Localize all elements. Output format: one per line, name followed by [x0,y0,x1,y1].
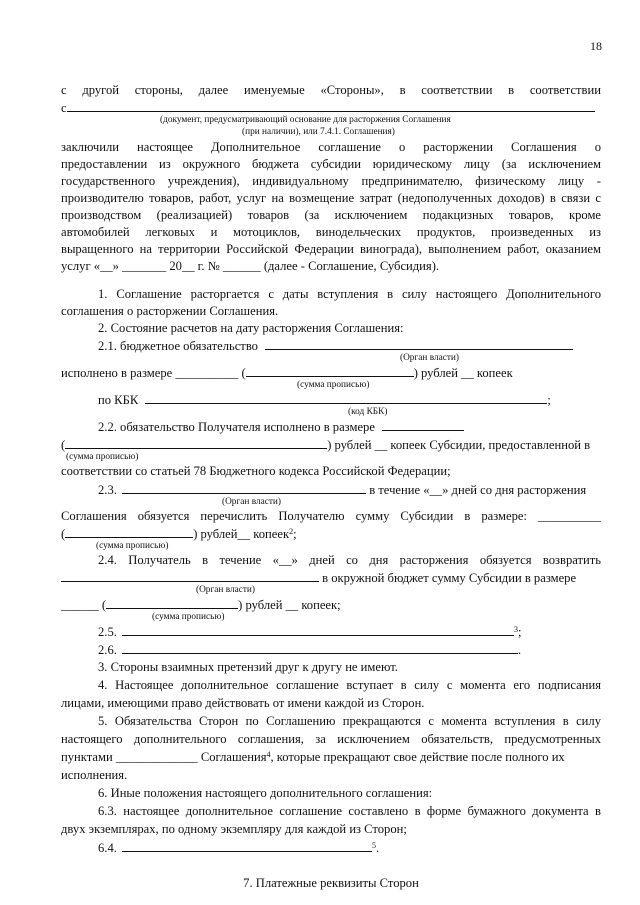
clause-5-tail: , которые прекращают свое действие после полного их [270,750,565,764]
sum-in-words-field-1[interactable] [246,364,414,377]
clause-5-line-1: 5. Обязательства Сторон по Соглашению прекращаются с момента вступления в силу [98,714,601,728]
caption-kbk: (код КБК) [348,407,388,417]
clause-2-5-label: 2.5. [98,625,117,639]
clause-5-items: пунктами _____________ Соглашения [61,750,267,764]
clause-2-6-label: 2.6. [98,643,117,657]
subsidy-suffix: ) рублей __ копеек Субсидии, предоставленной в [327,438,591,452]
clause-5-line-3 [61,749,601,766]
amount-prefix-2: ______ ( [61,598,107,612]
intro-line-9: выращенного на территории Российской Федерации винограда), выполнением работ, оказанием [61,242,601,256]
kbk-label: по КБК [98,393,139,407]
caption-organ-2: (Орган власти) [222,497,281,507]
clause-4-line-1: 4. Настоящее дополнительное соглашение вступает в силу с момента его подписания [98,678,601,692]
clause-2-1 [98,337,598,355]
recipient-amount-field[interactable] [382,418,464,431]
clause-1-line-2: соглашения о расторжении Соглашения. [61,304,279,318]
amount-suffix: ) рублей __ копеек [413,366,513,380]
footnote-4: 4 [266,750,271,759]
clause-2-3-line-2: Соглашения обязуется перечислить Получателю сумму Субсидии в размере: __________ [61,509,601,523]
intro-line-4: предоставлении из окружного бюджета субсидии юридическому лицу (за исключением [61,157,601,171]
clause-6-4-field[interactable] [122,839,372,852]
intro-line-6: производителю товаров, работ, услуг на возмещение затрат (недополученных доходов) в связи с [61,191,601,205]
clause-2-2-label: 2.2. обязательство Получателя исполнено в размере [98,420,375,434]
clause-2-4-tail: в окружной бюджет сумму Субсидии в размере [322,571,577,585]
clause-2-6-field[interactable] [122,641,518,654]
clause-2-4: 2.4. Получатель в течение «__» дней со дня расторжения обязуется возвратить [98,553,601,567]
caption-sum-3: (сумма прописью) [96,541,169,551]
caption-sum-1: (сумма прописью) [297,380,370,390]
clause-2-5-field[interactable] [122,623,514,636]
sum-in-words-field-3[interactable] [65,525,193,538]
caption-document-basis: (документ, предусматривающий основание для расторжения Соглашения [160,115,451,125]
footnote-3: 3 [514,625,519,634]
document-basis-field[interactable] [67,99,595,112]
paren-open: ( [61,438,66,452]
sum-in-words-field-2[interactable] [65,436,327,449]
sum-in-words-field-4[interactable] [106,596,238,609]
intro-line-7: производством (реализацией) товаров (за исключением подакцизных товаров, кроме [61,208,601,222]
caption-organ-3: (Орган власти) [196,585,255,595]
intro-line-3: заключили настоящее Дополнительное соглашение о расторжении Соглашения о [61,140,601,154]
intro-line-10: услуг «__» _______ 20__ г. № ______ (далее - Соглашение, Субсидия). [61,259,440,273]
intro-prefix: с [61,101,67,115]
clause-2-1-label: 2.1. бюджетное обязательство [98,339,258,353]
clause-3: 3. Стороны взаимных претензий друг к другу не имеют. [98,660,398,674]
clause-2-3-tail: в течение «__» дней со дня расторжения [369,483,587,497]
footnote-5: 5 [372,841,377,850]
clause-4-line-2: лицами, имеющими право действовать от имени каждой из Сторон. [61,696,425,710]
clause-2-2-line-3: соответствии со статьей 78 Бюджетного кодекса Российской Федерации; [61,464,451,478]
section-7-heading: 7. Платежные реквизиты Сторон [243,876,419,890]
intro-line-5: государственного учреждения), индивидуальному предпринимателю, физическому лицу - [61,174,601,188]
clause-2-heading: 2. Состояние расчетов на дату расторжения Соглашения: [98,321,404,335]
caption-sum-4: (сумма прописью) [152,612,225,622]
clause-2-6: 2.6. . [98,643,522,657]
clause-6-4: 6.4. $^5$. [98,841,380,855]
clause-6-4-label: 6.4. [98,841,117,855]
clause-5-line-4: исполнения. [61,768,128,782]
clause-2-4-line-2 [61,569,601,587]
clause-2-3 [98,481,601,499]
clause-2-1-kbk: по КБК ; [98,393,551,407]
caption-sum-2: (сумма прописью) [66,452,139,462]
caption-document-basis-2: (при наличии), или 7.4.1. Соглашения) [242,127,395,137]
organ-vlasti-field-2[interactable] [122,481,366,494]
clause-2-5: 2.5. $^3$; [98,625,522,639]
intro-line-8: автомобилей легковых и мотоциклов, винодельческих продуктов, произведенных из [61,225,601,239]
paren-open-2: ( [61,527,66,541]
clause-6-3-line-2: двух экземплярах, по одному экземпляру для каждой из Сторон; [61,822,407,836]
organ-vlasti-field-3[interactable] [61,569,319,582]
return-suffix: ) рублей __ копеек; [238,598,341,612]
intro-line-1: с другой стороны, далее именуемые «Стороны», в соответствии в соответствии [61,83,601,97]
clause-6: 6. Иные положения настоящего дополнительного соглашения: [98,786,433,800]
clause-2-3-line-3: ( ) рублей__ копеек$^2$; [61,527,297,541]
clause-2-2 [98,418,598,436]
clause-2-2-line-2 [61,436,601,454]
clause-6-3-line-1: 6.3. настоящее дополнительное соглашение составлено в форме бумажного документа в [98,804,601,818]
clause-5-line-2: настоящего дополнительного соглашения, за исключением обязательств, предусмотренных [61,732,601,746]
clause-1-line-1: 1. Соглашение расторгается с даты вступления в силу настоящего Дополнительного [98,287,601,301]
page-number: 18 [590,39,602,53]
organ-vlasti-field[interactable] [265,337,573,350]
footnote-2: 2 [289,527,294,536]
caption-organ-1: (Орган власти) [400,353,459,363]
clause-2-4-line-3 [61,596,601,614]
refund-suffix: ) рублей__ копеек [193,527,290,541]
kbk-field[interactable] [145,391,547,404]
amount-prefix: исполнено в размере __________ ( [61,366,246,380]
clause-2-3-label: 2.3. [98,483,117,497]
